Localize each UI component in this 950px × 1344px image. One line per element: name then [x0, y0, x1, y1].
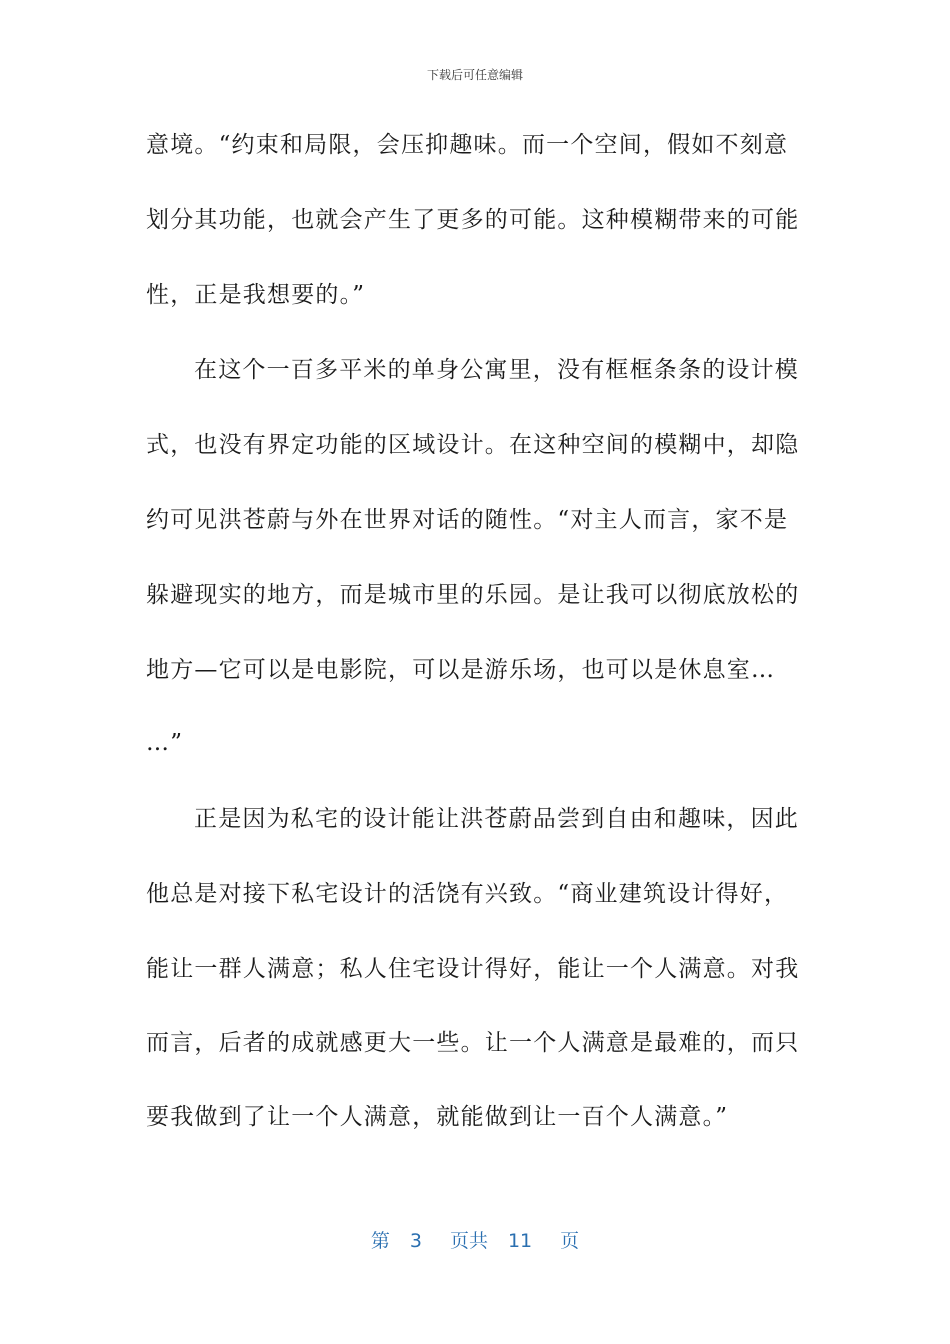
text-line: 而言，后者的成就感更大一些。让一个人满意是最难的，而只 — [146, 1030, 800, 1056]
footer-prefix: 第 — [370, 1230, 390, 1252]
total-page-count: 11 — [507, 1230, 533, 1252]
text-line: 划分其功能，也就会产生了更多的可能。这种模糊带来的可能 — [146, 207, 800, 233]
current-page-number: 3 — [409, 1230, 422, 1252]
text-line: …” — [146, 730, 184, 756]
paragraph-first-line: 正是因为私宅的设计能让洪苍蔚品尝到自由和趣味，因此 — [194, 806, 799, 832]
text-line: 约可见洪苍蔚与外在世界对话的随性。“对主人而言，家不是 — [146, 507, 789, 533]
text-line: 意境。“约束和局限，会压抑趣味。而一个空间，假如不刻意 — [146, 132, 789, 158]
footer-middle: 页共 — [449, 1230, 488, 1252]
text-line: 要我做到了让一个人满意，就能做到让一百个人满意。” — [146, 1104, 729, 1130]
text-line: 地方—它可以是电影院，可以是游乐场，也可以是休息室… — [146, 657, 776, 683]
text-line: 式，也没有界定功能的区域设计。在这种空间的模糊中，却隐 — [146, 432, 800, 458]
page-footer — [0, 1226, 950, 1253]
text-line: 躲避现实的地方，而是城市里的乐园。是让我可以彻底放松的 — [146, 582, 800, 608]
page-header: 下载后可任意编辑 — [426, 68, 523, 82]
text-line: 能让一群人满意；私人住宅设计得好，能让一个人满意。对我 — [146, 956, 800, 982]
text-line: 他总是对接下私宅设计的活饶有兴致。“商业建筑设计得好， — [146, 881, 789, 907]
paragraph-first-line: 在这个一百多平米的单身公寓里，没有框框条条的设计模 — [194, 357, 799, 383]
text-line: 性，正是我想要的。” — [146, 282, 366, 308]
footer-suffix: 页 — [560, 1230, 580, 1252]
